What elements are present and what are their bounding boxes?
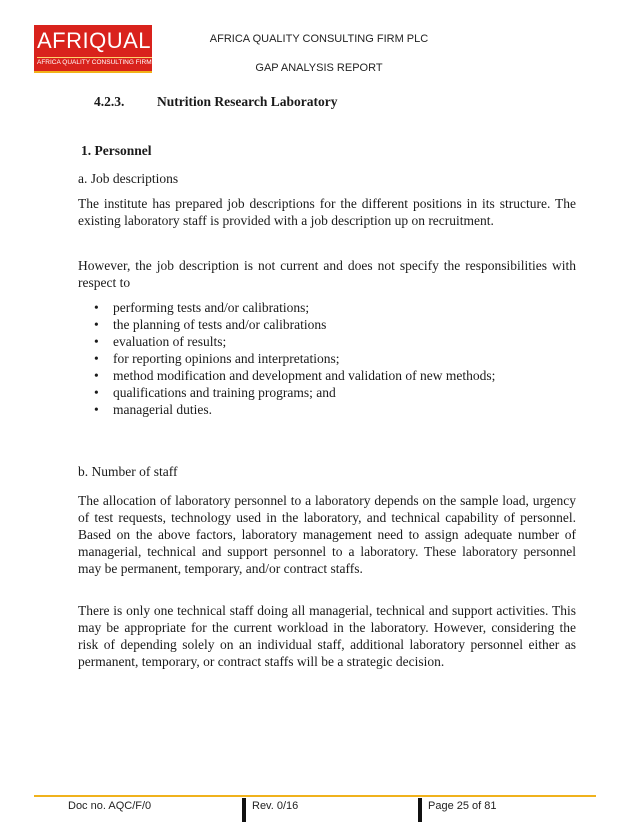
list-item: • qualifications and training programs; and [94,385,336,400]
header-firm-name: AFRICA QUALITY CONSULTING FIRM PLC [209,33,429,45]
bullet-icon: • [94,368,99,383]
bullet-icon: • [94,317,99,332]
list-item: • performing tests and/or calibrations; [94,300,310,315]
number-of-staff-paragraph-2: There is only one technical staff doing all managerial, technical and support activities. This may be appropriate for the current workload in the laboratory. However, considering the risk of depending solely on an individual staff, additional laboratory personnel either as permanent, temporary, or contract staffs will be a strategic decision. [78,603,576,669]
list-item: • evaluation of results; [94,334,227,349]
list-item: • the planning of tests and/or calibrations [94,317,327,332]
footer-separator [418,798,422,822]
company-logo [34,25,167,73]
list-item: • for reporting opinions and interpretations; [94,351,340,366]
footer-page-number: Page 25 of 81 [428,800,497,812]
bullet-icon: • [94,385,99,400]
header-report-title: GAP ANALYSIS REPORT [255,62,383,74]
number-of-staff-heading: b. Number of staff [78,464,178,479]
section-heading [94,94,337,110]
logo-tagline: AFRICA QUALITY CONSULTING FIRM PLC [37,59,167,66]
logo-text: AFRIQUAL [37,28,152,53]
bullet-icon: • [94,402,99,417]
subsection-heading: 1. Personnel [81,143,152,158]
bullet-icon: • [94,334,99,349]
footer-separator [242,798,246,822]
job-descriptions-heading: a. Job descriptions [78,171,179,186]
bullet-icon: • [94,351,99,366]
job-descriptions-paragraph-2: However, the job description is not current and does not specify the responsibilities with respect to [78,258,576,290]
responsibility-list [94,299,576,418]
footer-doc-no: Doc no. AQC/F/0 [68,800,152,812]
number-of-staff-paragraph-1: The allocation of laboratory personnel to a laboratory depends on the sample load, urgency of test requests, technology used in the laboratory, and technical capability of personnel. Based on the above factors, laboratory management need to assign adequate number of managerial, technical and support personnel to a laboratory. These laboratory personnel may be permanent, temporary, and/or contract staffs. [78,493,576,576]
section-title: Nutrition Research Laboratory [157,94,338,109]
bullet-icon: • [94,300,99,315]
footer-divider [34,795,596,797]
footer-revision: Rev. 0/16 [252,800,299,812]
list-item: • managerial duties. [94,402,212,417]
section-number: 4.2.3. [94,94,125,109]
job-descriptions-paragraph-1: The institute has prepared job descriptions for the different positions in its structure. The existing laboratory staff is provided with a job description up on recruitment. [78,196,576,228]
list-item: • method modification and development and validation of new methods; [94,368,496,383]
